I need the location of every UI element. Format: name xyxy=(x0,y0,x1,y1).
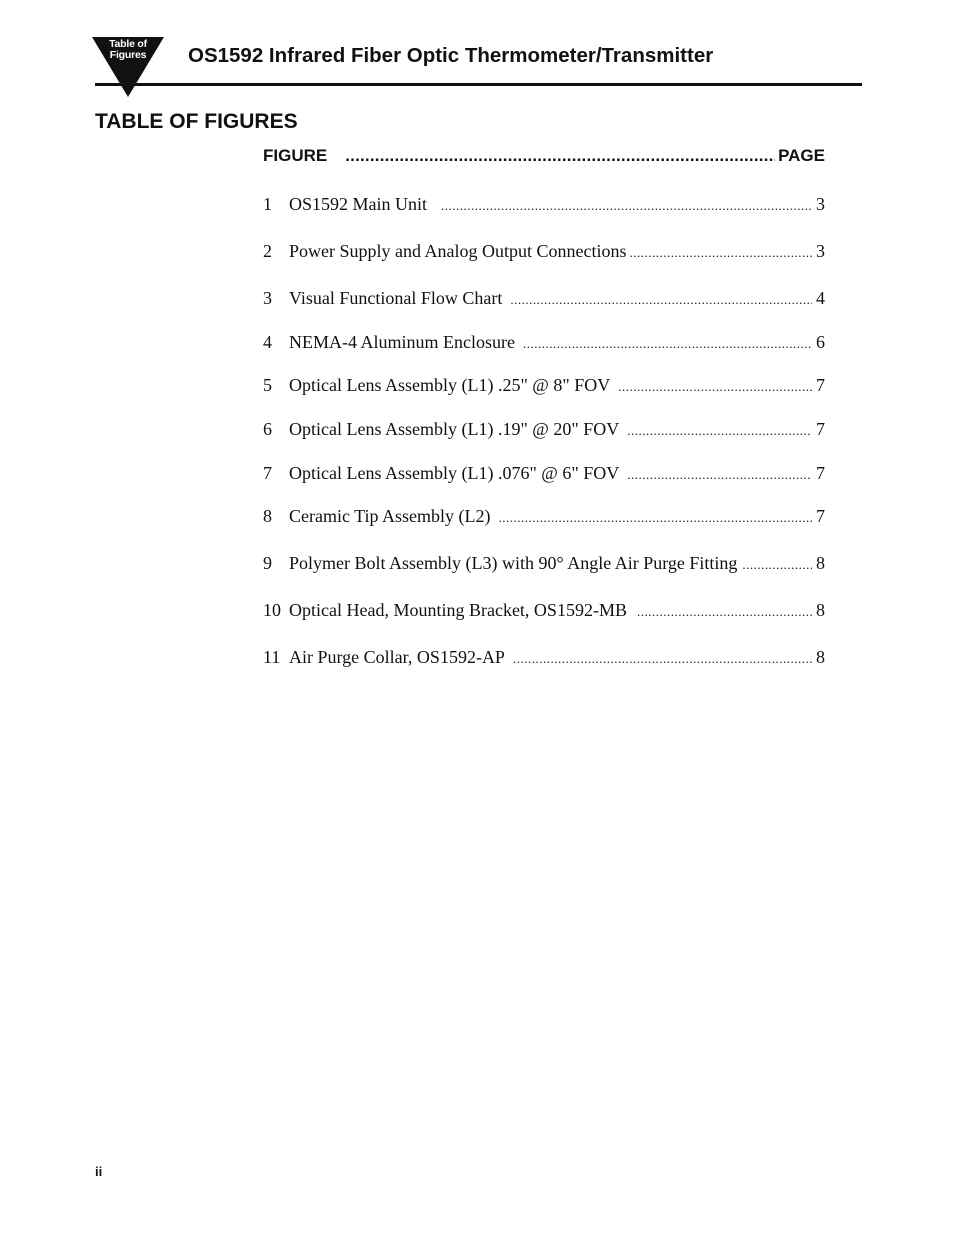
toc-entry-number: 8 xyxy=(263,506,272,526)
toc-entry[interactable] xyxy=(263,553,825,574)
toc-entry-page: 4 xyxy=(816,288,825,308)
toc-header-leader xyxy=(345,146,775,166)
toc-entry-page: 3 xyxy=(816,194,825,214)
toc-entry-page: 8 xyxy=(816,647,825,667)
toc-entry-leader xyxy=(627,423,812,439)
toc-entry-page: 6 xyxy=(816,332,825,352)
toc-entry-label: Optical Lens Assembly (L1) .19" @ 20" FOV xyxy=(289,419,620,439)
toc-figure-heading: FIGURE xyxy=(263,146,328,165)
header-divider xyxy=(95,83,862,86)
document-title: OS1592 Infrared Fiber Optic Thermometer/Transmitter xyxy=(188,44,714,67)
toc-entry-number: 3 xyxy=(263,288,272,308)
table-of-figures xyxy=(263,146,825,667)
toc-entry-number: 1 xyxy=(263,194,272,214)
toc-entry-label: Polymer Bolt Assembly (L3) with 90° Angle Air Purge Fitting xyxy=(289,553,738,573)
toc-entry-number: 7 xyxy=(263,463,272,483)
toc-entry-leader xyxy=(499,510,813,526)
toc-entry-number: 2 xyxy=(263,241,272,261)
toc-entry-label: OS1592 Main Unit xyxy=(289,194,428,214)
toc-entry-leader xyxy=(513,651,812,667)
toc-entry-label: Power Supply and Analog Output Connections xyxy=(289,241,627,261)
toc-entry-label: NEMA-4 Aluminum Enclosure xyxy=(289,332,515,352)
toc-entry[interactable] xyxy=(263,194,825,215)
toc-entry[interactable] xyxy=(263,288,825,309)
section-title: TABLE OF FIGURES xyxy=(95,110,298,133)
toc-entry-page: 7 xyxy=(816,506,825,526)
toc-entry-page: 7 xyxy=(816,375,825,395)
table-of-figures-badge xyxy=(92,37,164,97)
toc-entry-page: 3 xyxy=(816,241,825,261)
toc-entry-number: 6 xyxy=(263,419,272,439)
toc-entry-label: Optical Lens Assembly (L1) .076" @ 6" FOV xyxy=(289,463,620,483)
toc-entry-leader xyxy=(742,557,812,573)
badge-line-2: Figures xyxy=(109,48,147,61)
toc-entry-leader xyxy=(618,379,812,395)
toc-entry-number: 4 xyxy=(263,332,272,352)
toc-entry-leader xyxy=(629,245,812,261)
toc-entry-page: 7 xyxy=(816,463,825,483)
toc-header-row xyxy=(263,146,825,172)
toc-entry[interactable] xyxy=(263,600,825,621)
toc-entry-leader xyxy=(441,198,812,214)
toc-entry-page: 8 xyxy=(816,553,825,573)
toc-entry[interactable] xyxy=(263,332,825,353)
toc-entry-leader xyxy=(510,292,812,308)
toc-entry[interactable] xyxy=(263,463,825,484)
toc-entry-page: 8 xyxy=(816,600,825,620)
toc-entry[interactable] xyxy=(263,375,825,396)
page-number: ii xyxy=(95,1164,103,1179)
toc-entry-leader xyxy=(523,336,812,352)
toc-page-heading: PAGE xyxy=(778,146,825,165)
toc-entry-number: 9 xyxy=(263,553,272,573)
toc-entry-number: 11 xyxy=(263,647,281,667)
toc-entry[interactable] xyxy=(263,506,825,527)
toc-entry-label: Ceramic Tip Assembly (L2) xyxy=(289,506,491,526)
toc-entry-number: 10 xyxy=(263,600,281,620)
toc-entry-label: Air Purge Collar, OS1592-AP xyxy=(289,647,505,667)
toc-entry-leader xyxy=(637,604,812,620)
toc-entry[interactable] xyxy=(263,419,825,440)
badge-line-1: Table of xyxy=(109,38,147,50)
toc-entry-number: 5 xyxy=(263,375,272,395)
toc-entry-page: 7 xyxy=(816,419,825,439)
toc-entry-label: Optical Lens Assembly (L1) .25" @ 8" FOV xyxy=(289,375,611,395)
toc-entry-leader xyxy=(627,467,812,483)
toc-entry[interactable] xyxy=(263,241,825,262)
toc-entry[interactable] xyxy=(263,647,825,668)
toc-entry-label: Visual Functional Flow Chart xyxy=(289,288,503,308)
toc-entry-label: Optical Head, Mounting Bracket, OS1592-MB xyxy=(289,600,627,620)
badge-label xyxy=(92,39,164,60)
